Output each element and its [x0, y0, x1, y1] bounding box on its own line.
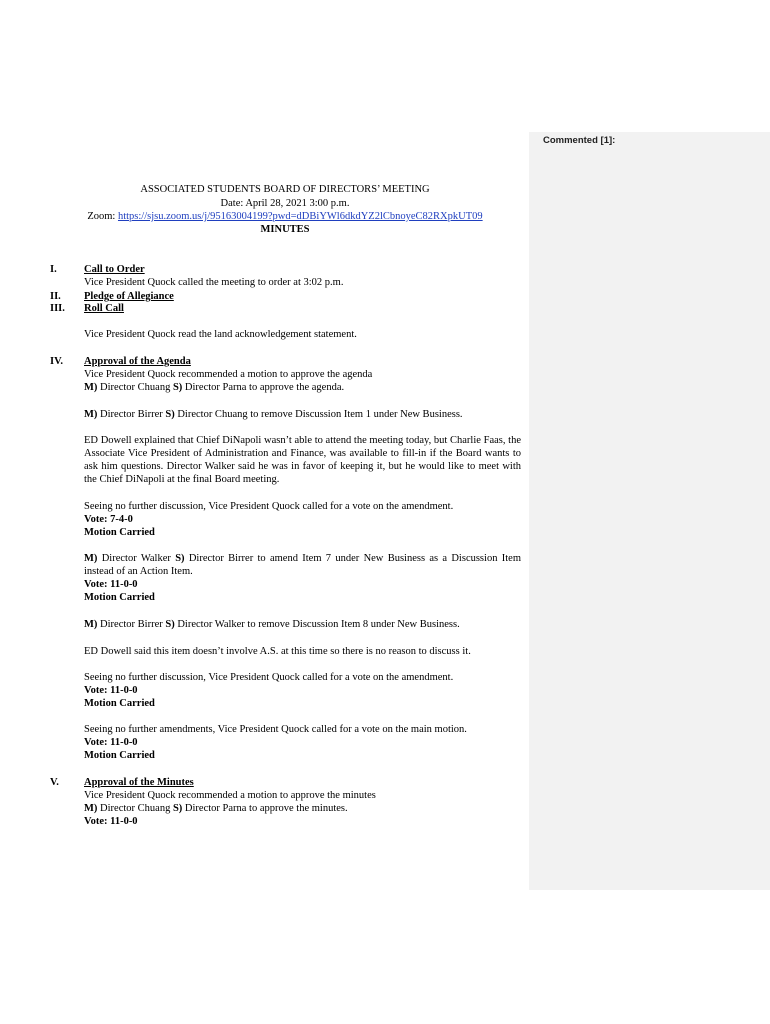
- section-heading-pledge: Pledge of Allegiance: [84, 291, 174, 302]
- vote-result: Vote: 11-0-0: [84, 579, 138, 590]
- second-marker: S): [172, 803, 183, 814]
- motion-line: [84, 408, 521, 421]
- section-number: I.: [50, 264, 57, 275]
- motion-marker: M): [84, 382, 98, 393]
- motion-mover: Director Walker: [97, 553, 176, 564]
- second-marker: S): [165, 409, 175, 420]
- motion-marker: M): [84, 619, 98, 630]
- second-marker: S): [165, 619, 175, 630]
- section-number: V.: [50, 777, 59, 788]
- zoom-label: Zoom:: [87, 211, 116, 222]
- motion-line: [84, 618, 521, 631]
- motion-mover: Director Birrer: [97, 409, 166, 420]
- discussion-paragraph: ED Dowell explained that Chief DiNapoli wasn’t able to attend the meeting today, but Charlie Faas, the Associate Vice President of Administration and Finance, was available to fill-in if the Board wants to ask him questions. Director Walker said he was in favor of keeping it, but he would like to meet with the Chief DiNapoli at the final Board meeting.: [84, 435, 521, 485]
- minutes-heading: MINUTES: [260, 224, 310, 235]
- motion-mover: Director Chuang: [97, 803, 173, 814]
- motion-carried: Motion Carried: [84, 698, 155, 709]
- motion-paragraph: [84, 552, 521, 578]
- second-marker: S): [175, 553, 185, 564]
- vote-call-text: Seeing no further discussion, Vice President Quock called for a vote on the amendment.: [84, 501, 454, 512]
- motion-text: Director Parna to approve the minutes.: [182, 803, 348, 814]
- motion-line: [84, 802, 521, 815]
- motion-mover: Director Chuang: [97, 382, 173, 393]
- motion-text: Director Walker to remove Discussion Item 8 under New Business.: [174, 619, 460, 630]
- vote-result: Vote: 7-4-0: [84, 514, 133, 525]
- section-heading-minutes: Approval of the Minutes: [84, 777, 194, 788]
- motion-mover: Director Birrer: [97, 619, 166, 630]
- motion-marker: M): [84, 553, 98, 564]
- section-heading-call-to-order: Call to Order: [84, 264, 145, 275]
- agenda-recommendation: Vice President Quock recommended a motion to approve the agenda: [84, 369, 373, 380]
- call-to-order-text: Vice President Quock called the meeting to order at 3:02 p.m.: [84, 277, 344, 288]
- motion-text: Director Parna to approve the agenda.: [182, 382, 345, 393]
- zoom-link[interactable]: https://sjsu.zoom.us/j/95163004199?pwd=dDBiYWl6dkdYZ2lCbnoyeC82RXpkUT09: [117, 211, 483, 222]
- section-number: III.: [50, 303, 65, 314]
- motion-carried: Motion Carried: [84, 750, 155, 761]
- vote-call-text: Seeing no further discussion, Vice President Quock called for a vote on the amendment.: [84, 672, 454, 683]
- zoom-line: [40, 210, 530, 224]
- comment-pane: [529, 132, 770, 890]
- motion-marker: M): [84, 409, 98, 420]
- section-heading-agenda: Approval of the Agenda: [84, 356, 191, 367]
- section-number: II.: [50, 291, 61, 302]
- vote-result: Vote: 11-0-0: [84, 685, 138, 696]
- motion-text: Director Chuang to remove Discussion Item 1 under New Business.: [174, 409, 463, 420]
- section-number: IV.: [50, 356, 63, 367]
- meeting-date: Date: April 28, 2021 3:00 p.m.: [220, 198, 350, 209]
- vote-call-text: Seeing no further amendments, Vice President Quock called for a vote on the main motion.: [84, 724, 467, 735]
- discussion-text: ED Dowell said this item doesn’t involve A.S. at this time so there is no reason to discuss it.: [84, 646, 471, 657]
- motion-marker: M): [84, 803, 98, 814]
- meeting-title: ASSOCIATED STUDENTS BOARD OF DIRECTORS’ MEETING: [140, 184, 430, 195]
- motion-carried: Motion Carried: [84, 592, 155, 603]
- motion-line: [84, 381, 521, 394]
- minutes-recommendation: Vice President Quock recommended a motion to approve the minutes: [84, 790, 376, 801]
- motion-text: Director Birrer to amend Item 7 under New Business as a Discussion Item instead of an Action Item.: [84, 553, 521, 577]
- vote-result: Vote: 11-0-0: [84, 737, 138, 748]
- section-heading-roll-call: Roll Call: [84, 303, 124, 314]
- roll-call-text: Vice President Quock read the land acknowledgement statement.: [84, 329, 357, 340]
- vote-result: Vote: 11-0-0: [84, 816, 138, 827]
- comment-pane-title: Commented [1]:: [543, 135, 616, 146]
- motion-carried: Motion Carried: [84, 527, 155, 538]
- second-marker: S): [172, 382, 183, 393]
